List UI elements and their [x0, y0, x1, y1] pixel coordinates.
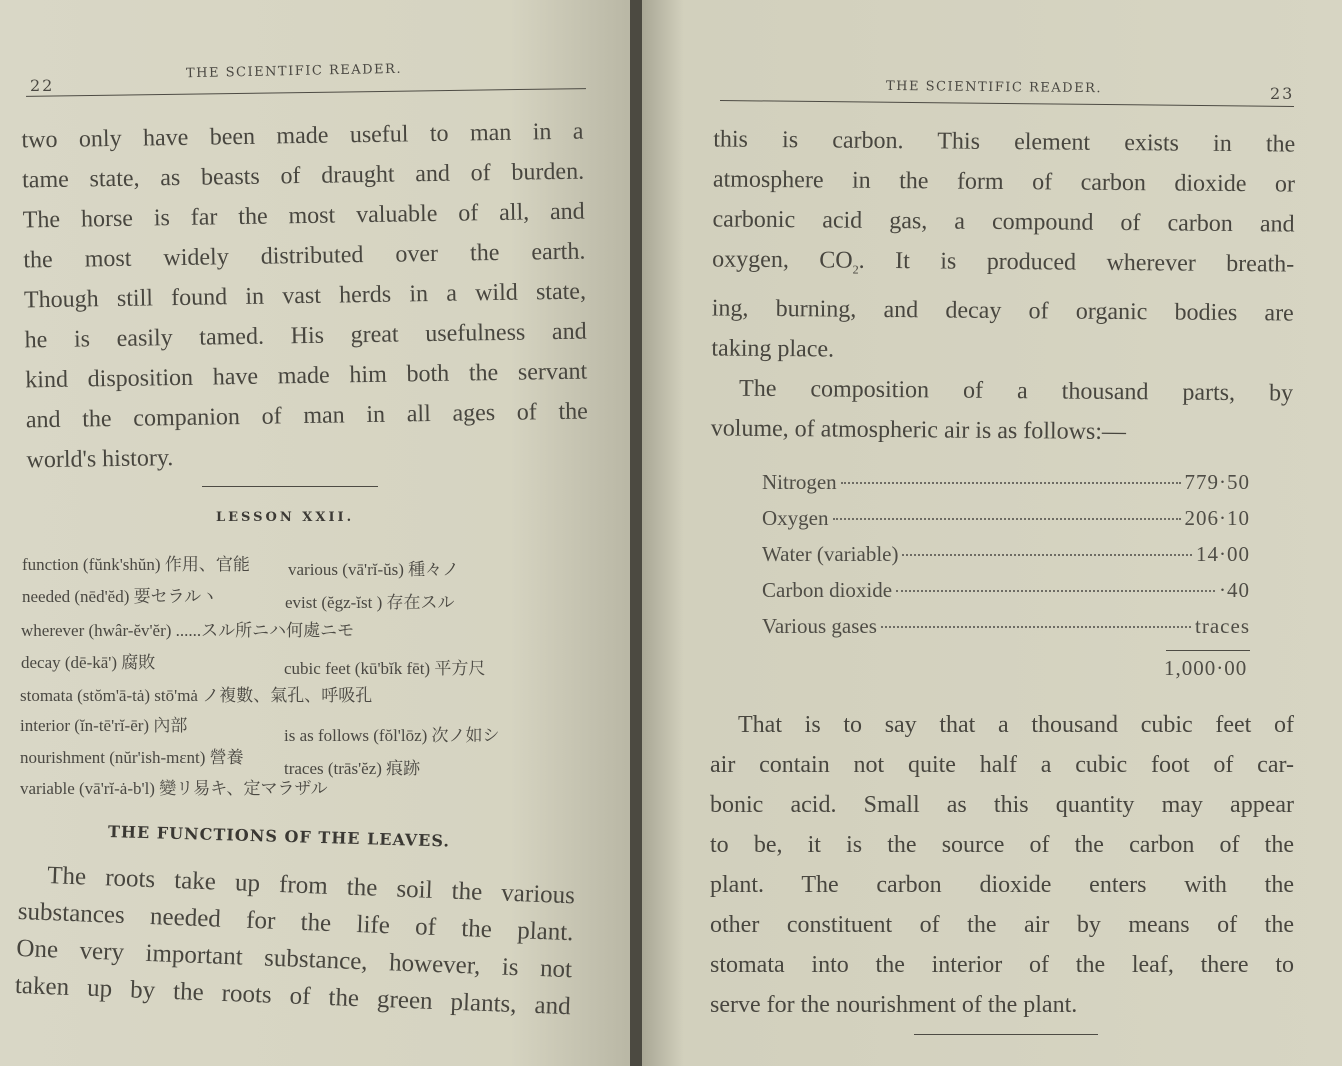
- dot-leader: [841, 482, 1181, 484]
- table-value: 14·00: [1196, 542, 1250, 566]
- table-row: [762, 506, 1250, 542]
- vocab-entry: evist (ĕgz-ĭst ) 存在スル: [285, 593, 455, 612]
- text-line: world's history.: [26, 445, 174, 474]
- co2-formula: oxygen, CO: [712, 246, 853, 274]
- dot-leader: [833, 518, 1181, 520]
- text-line: plant. The carbon dioxide enters with the: [710, 872, 1294, 898]
- vocab-entry: interior (ĭn-tē'rĭ-ēr) 內部: [20, 716, 188, 735]
- text-line: taken up by the roots of the green plants, and: [14, 971, 572, 1021]
- text-line: The horse is far the most valuable of all, and: [22, 198, 585, 234]
- text-line: other constituent of the air by means of the: [710, 912, 1294, 938]
- text-line: The composition of a thousand parts, by: [738, 375, 1294, 407]
- continued-paragraph: [21, 112, 589, 481]
- text-line: two only have been made useful to man in a: [21, 118, 584, 154]
- table-total: 1,000·00: [1164, 656, 1248, 680]
- text-line: serve for the nourishment of the plant.: [710, 992, 1078, 1018]
- text-line: atmosphere in the form of carbon dioxide or: [712, 166, 1296, 198]
- text-line: he is easily tamed. His great usefulness and: [24, 318, 587, 354]
- text-line: to be, it is the source of the carbon of the: [710, 832, 1294, 858]
- table-row: [762, 578, 1250, 614]
- text-line: substances needed for the life of the plant.: [17, 897, 574, 947]
- table-label: Oxygen: [762, 506, 829, 530]
- page-number: 22: [30, 76, 55, 95]
- vocab-entry: traces (trās'ĕz) 痕跡: [284, 759, 421, 778]
- text-line: air contain not quite half a cubic foot of car-: [710, 752, 1294, 778]
- vocab-entry: function (fŭnk'shŭn) 作用、官能: [22, 555, 250, 574]
- text-line: tame state, as beasts of draught and of burden.: [21, 158, 585, 194]
- table-label: Water (variable): [762, 542, 899, 566]
- text-line: kind disposition have made him both the servant: [25, 358, 588, 394]
- text-line: That is to say that a thousand cubic feet of: [738, 712, 1294, 738]
- text-line: this is carbon. This element exists in the: [713, 126, 1296, 158]
- vocab-entry: nourishment (nŭr'ish-mεnt) 營養: [20, 748, 244, 767]
- dot-leader: [881, 626, 1191, 628]
- carbon-paragraph: [711, 119, 1296, 453]
- text-line: and the companion of man in all ages of the: [25, 398, 589, 434]
- text-line: The roots take up from the soil the various: [46, 862, 576, 910]
- text-line: ing, burning, and decay of organic bodies are: [711, 295, 1294, 327]
- header-rule: [720, 100, 1294, 107]
- vocab-entry: stomata (stŏm'ā-tȧ) stō'mȧ ノ複數、氣孔、呼吸孔: [20, 686, 373, 705]
- table-row: [762, 470, 1250, 506]
- table-value: traces: [1195, 614, 1250, 638]
- vocab-entry: various (vā'rĭ-ŭs) 種々ノ: [288, 560, 460, 579]
- table-label: Carbon dioxide: [762, 578, 893, 602]
- text-fragment: . It is produced wherever breath-: [858, 247, 1295, 278]
- total-rule: [1166, 650, 1250, 651]
- text-line: volume, of atmospheric air is as follows:—: [710, 415, 1127, 445]
- left-page: [0, 0, 636, 1066]
- end-rule: [914, 1034, 1098, 1035]
- subscript-2: 2: [852, 262, 859, 277]
- text-line: Though still found in vast herds in a wild state,: [23, 278, 587, 314]
- text-line: stomata into the interior of the leaf, there to: [710, 952, 1294, 978]
- running-head: THE SCIENTIFIC READER.: [885, 78, 1103, 97]
- table-value: 206·10: [1184, 506, 1250, 530]
- dot-leader: [902, 554, 1192, 556]
- text-line: One very important substance, however, is not: [15, 934, 573, 984]
- table-value: 779·50: [1184, 470, 1250, 494]
- text-line: the most widely distributed over the earth.: [23, 238, 586, 274]
- table-label: Various gases: [762, 614, 877, 638]
- vocab-entry: decay (dē-kā') 腐敗: [21, 653, 156, 672]
- table-row: [762, 614, 1250, 650]
- vocab-entry: cubic feet (kū'bĭk fēt) 平方尺: [284, 659, 486, 678]
- section-heading: THE FUNCTIONS OF THE LEAVES.: [107, 822, 451, 851]
- text-line: carbonic acid gas, a compound of carbon and: [712, 206, 1295, 238]
- text-line: [712, 239, 1294, 293]
- text-line: bonic acid. Small as this quantity may appear: [710, 792, 1294, 818]
- vocab-entry: wherever (hwâr-ĕv'ĕr) ......スル所ニハ何處ニモ: [21, 621, 355, 640]
- vocab-entry: needed (nēd'ĕd) 要セラルヽ: [22, 587, 219, 606]
- running-head: THE SCIENTIFIC READER.: [185, 61, 403, 82]
- table-value: ·40: [1219, 578, 1250, 602]
- section-divider: [202, 486, 378, 487]
- conclusion-paragraph: [710, 705, 1294, 1025]
- page-number: 23: [1270, 84, 1295, 103]
- table-label: Nitrogen: [762, 470, 837, 494]
- lesson-title: LESSON XXII.: [216, 510, 355, 525]
- dot-leader: [896, 590, 1215, 592]
- vocab-entry: is as follows (fŏl'lōz) 次ノ如シ: [284, 726, 500, 745]
- section-paragraph: [14, 856, 575, 1025]
- header-rule: [26, 88, 586, 97]
- text-line: taking place.: [711, 335, 835, 363]
- table-row: [762, 542, 1250, 578]
- vocab-entry: variable (vā'rĭ-ȧ-b'l) 變リ易キ、定マラザル: [20, 779, 328, 798]
